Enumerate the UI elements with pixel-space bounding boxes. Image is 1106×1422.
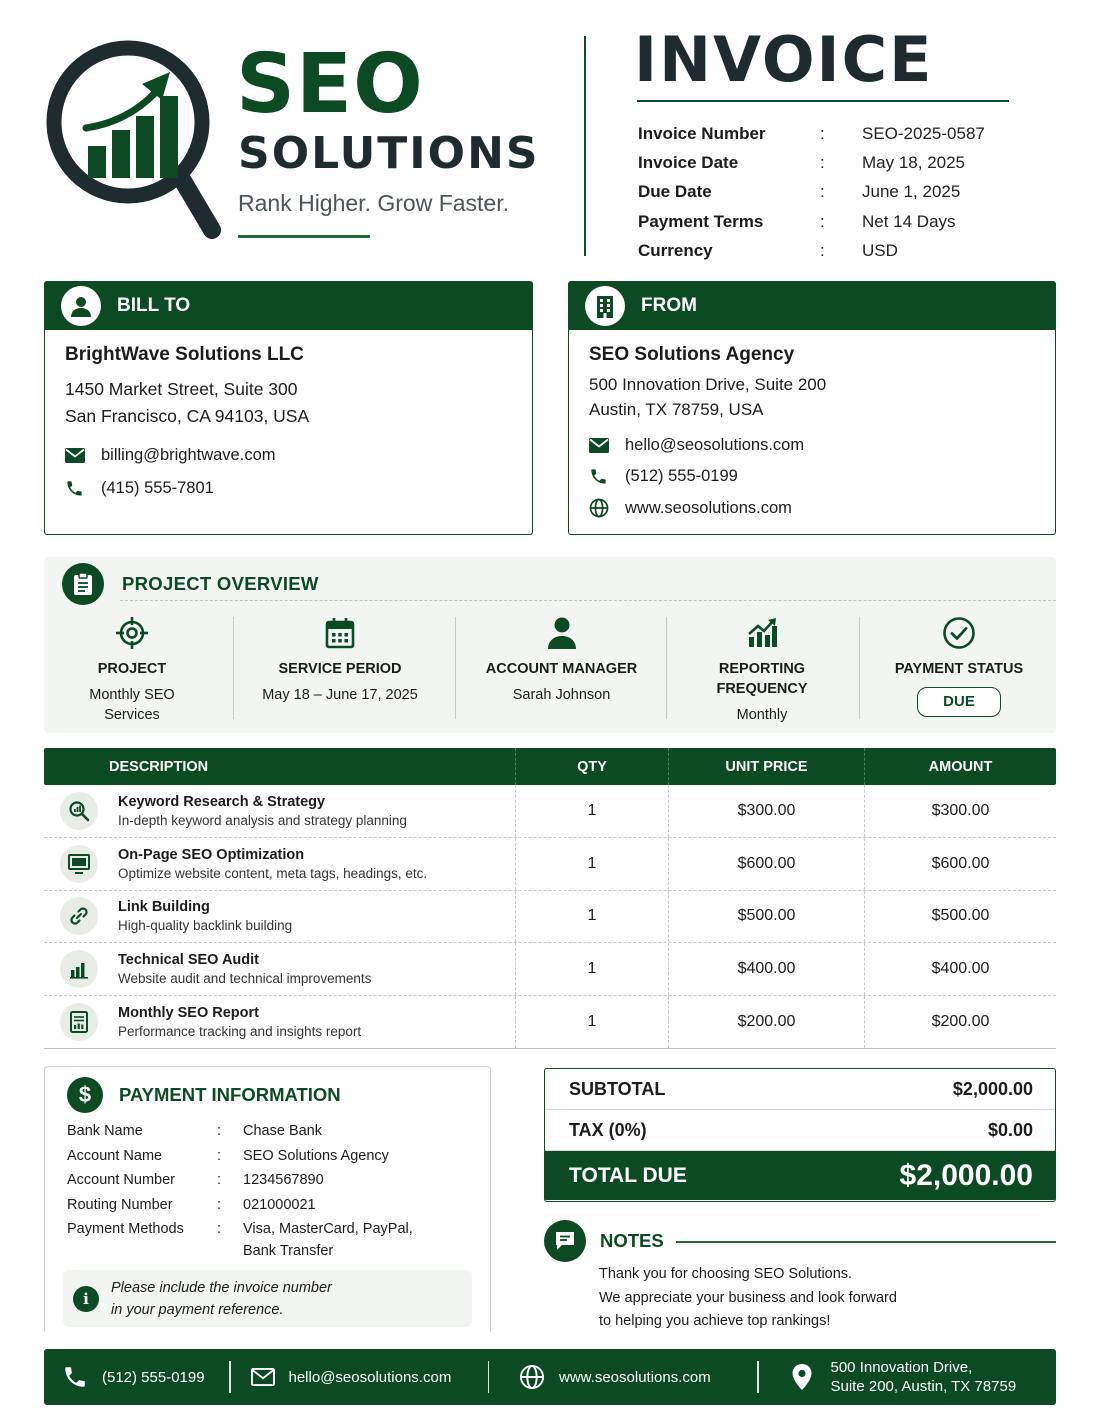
overview-label: PROJECT xyxy=(97,661,167,677)
overview-divider xyxy=(455,617,456,719)
meta-sep: : xyxy=(820,182,825,202)
subtotal-value: $2,000.00 xyxy=(952,1078,1033,1099)
from-email[interactable]: hello@seosolutions.com xyxy=(625,436,805,454)
footer-divider xyxy=(229,1361,231,1393)
notes-heading: NOTES xyxy=(600,1230,664,1251)
col-header-unit-price: UNIT PRICE xyxy=(669,748,865,785)
mail-icon xyxy=(65,448,101,463)
payment-row-account-number xyxy=(67,1168,477,1193)
from-website[interactable]: www.seosolutions.com xyxy=(625,498,792,517)
meta-sep: : xyxy=(820,153,825,173)
overview-payment-status xyxy=(874,615,1044,717)
table-row xyxy=(44,838,1056,891)
bill-to-header xyxy=(45,282,532,330)
payment-note-line: Please include the invoice number xyxy=(111,1279,332,1296)
payment-value: 021000021 xyxy=(243,1196,316,1213)
building-icon xyxy=(585,286,625,326)
meta-label: Payment Terms xyxy=(638,211,764,231)
footer-divider xyxy=(757,1361,759,1393)
meta-label: Invoice Date xyxy=(638,153,739,173)
overview-divider xyxy=(859,617,860,719)
brand-name-secondary: SOLUTIONS xyxy=(238,128,540,179)
from-email-row xyxy=(589,436,1035,455)
payment-sep: : xyxy=(217,1196,222,1213)
overview-project xyxy=(62,615,202,725)
bill-to-address-line: 1450 Market Street, Suite 300 xyxy=(65,379,298,399)
from-phone-row xyxy=(589,467,1035,486)
meta-label: Invoice Number xyxy=(638,123,766,143)
tax-row xyxy=(545,1110,1055,1151)
tax-label: TAX (0%) xyxy=(569,1119,647,1140)
overview-account-manager xyxy=(464,615,659,705)
overview-label-line: FREQUENCY xyxy=(716,681,808,697)
monitor-icon xyxy=(60,845,98,883)
magnifier-icon xyxy=(60,792,98,830)
payment-label: Account Number xyxy=(67,1172,175,1188)
payment-sep: : xyxy=(217,1172,222,1188)
notes-header xyxy=(544,1220,664,1262)
report-icon xyxy=(60,1003,98,1041)
bill-to-phone-row xyxy=(65,479,512,498)
bill-to-heading: BILL TO xyxy=(117,295,191,316)
meta-currency xyxy=(638,237,1058,266)
overview-value-line: Services xyxy=(104,707,160,723)
payment-label: Account Name xyxy=(67,1147,163,1164)
row-unit-price: $600.00 xyxy=(669,838,865,890)
overview-value: May 18 – June 17, 2025 xyxy=(262,687,418,703)
meta-label: Due Date xyxy=(638,182,712,202)
invoice-title-rule xyxy=(637,100,1009,102)
payment-label: Bank Name xyxy=(67,1123,143,1139)
row-amount: $600.00 xyxy=(931,854,990,872)
overview-value xyxy=(62,685,202,725)
payment-sep: : xyxy=(217,1221,222,1237)
meta-value: May 18, 2025 xyxy=(862,153,966,173)
row-qty: 1 xyxy=(516,838,669,890)
meta-sep: : xyxy=(820,123,825,143)
globe-icon xyxy=(589,498,625,518)
line-items-table xyxy=(44,748,1056,1049)
row-subtitle: High-quality backlink building xyxy=(118,918,293,934)
row-unit-price: $400.00 xyxy=(669,943,865,995)
from-address-line: Austin, TX 78759, USA xyxy=(589,400,764,419)
row-unit-price: $200.00 xyxy=(669,996,865,1048)
growth-chart-icon xyxy=(674,615,850,651)
payment-note xyxy=(63,1270,472,1327)
row-title: Monthly SEO Report xyxy=(118,1005,259,1022)
overview-value-line: Monthly SEO xyxy=(89,687,175,703)
meta-value: SEO-2025-0587 xyxy=(862,123,985,143)
status-badge: DUE xyxy=(917,687,1001,717)
phone-icon xyxy=(65,479,101,498)
info-icon: i xyxy=(73,1286,99,1312)
meta-due-date xyxy=(638,178,1058,207)
meta-value: June 1, 2025 xyxy=(862,182,961,202)
logo-magnifier-icon xyxy=(46,36,226,241)
overview-service-period xyxy=(240,615,440,705)
row-unit-price: $500.00 xyxy=(669,891,865,943)
overview-heading: PROJECT OVERVIEW xyxy=(122,573,319,594)
bill-to-card xyxy=(44,281,533,535)
payment-row-account-name xyxy=(67,1144,477,1169)
overview-label xyxy=(674,659,850,699)
overview-label: PAYMENT STATUS xyxy=(894,661,1024,677)
payment-row-bank-name xyxy=(67,1119,477,1144)
row-qty: 1 xyxy=(516,785,669,837)
payment-value-line: Visa, MasterCard, PayPal, xyxy=(243,1221,413,1237)
payment-label: Routing Number xyxy=(67,1196,173,1213)
meta-sep: : xyxy=(820,211,825,231)
meta-value: USD xyxy=(862,241,898,261)
meta-sep: : xyxy=(820,241,825,261)
globe-icon xyxy=(519,1364,545,1390)
footer-phone-text: (512) 555-0199 xyxy=(102,1368,205,1386)
footer-email-text: hello@seosolutions.com xyxy=(288,1368,452,1386)
table-row xyxy=(44,996,1056,1049)
location-pin-icon xyxy=(791,1363,813,1391)
bar-chart-icon xyxy=(60,950,98,988)
row-qty: 1 xyxy=(516,996,669,1048)
from-address-line: 500 Innovation Drive, Suite 200 xyxy=(589,375,827,394)
meta-value: Net 14 Days xyxy=(862,211,956,231)
footer-divider xyxy=(488,1361,490,1393)
bill-to-email[interactable]: billing@brightwave.com xyxy=(101,446,276,464)
overview-reporting-frequency xyxy=(674,615,850,725)
chat-note-icon xyxy=(544,1220,586,1262)
row-amount: $300.00 xyxy=(931,801,990,819)
subtotal-row xyxy=(545,1069,1055,1110)
meta-payment-terms xyxy=(638,207,1058,236)
payment-label: Payment Methods xyxy=(67,1221,184,1237)
notes-line: We appreciate your business and look forward xyxy=(599,1289,897,1306)
payment-row-routing-number xyxy=(67,1193,477,1218)
brand-name-primary: SEO xyxy=(236,37,424,132)
overview-divider xyxy=(233,617,234,719)
payment-sep: : xyxy=(217,1123,222,1139)
payment-row-methods xyxy=(67,1217,477,1262)
header-divider xyxy=(584,36,586,256)
target-icon xyxy=(62,615,202,651)
meta-label: Currency xyxy=(638,241,713,261)
bill-to-email-row xyxy=(65,446,512,465)
brand-underline xyxy=(238,235,370,238)
totals-box xyxy=(544,1068,1056,1202)
overview-label: SERVICE PERIOD xyxy=(278,661,402,677)
row-amount: $400.00 xyxy=(931,960,990,978)
payment-value: Chase Bank xyxy=(243,1123,322,1139)
link-icon xyxy=(60,897,98,935)
table-header xyxy=(44,748,1056,785)
payment-value xyxy=(243,1217,473,1262)
row-subtitle: Performance tracking and insights report xyxy=(118,1024,362,1040)
payment-sep: : xyxy=(217,1147,222,1164)
row-qty: 1 xyxy=(516,891,669,943)
row-title: Link Building xyxy=(118,899,210,916)
notes-line: Thank you for choosing SEO Solutions. xyxy=(599,1266,853,1282)
overview-divider xyxy=(666,617,667,719)
phone-icon xyxy=(62,1364,88,1390)
payment-value: SEO Solutions Agency xyxy=(243,1147,389,1164)
meta-invoice-number xyxy=(638,119,1058,148)
payment-value-line: Bank Transfer xyxy=(243,1243,334,1259)
footer-website-text: www.seosolutions.com xyxy=(559,1368,711,1386)
from-heading: FROM xyxy=(641,295,697,316)
overview-value: Sarah Johnson xyxy=(512,687,611,703)
phone-icon xyxy=(589,467,625,486)
payment-heading: PAYMENT INFORMATION xyxy=(119,1084,341,1105)
user-icon xyxy=(61,286,101,326)
mail-icon xyxy=(589,438,625,453)
bill-to-phone[interactable]: (415) 555-7801 xyxy=(101,479,214,497)
footer-address-line: 500 Innovation Drive, xyxy=(830,1359,973,1376)
bill-to-name: BrightWave Solutions LLC xyxy=(65,344,304,365)
footer-bar xyxy=(44,1349,1056,1405)
notes-line: to helping you achieve top rankings! xyxy=(599,1313,831,1329)
footer-address-line: Suite 200, Austin, TX 78759 xyxy=(830,1378,1017,1395)
footer-email[interactable] xyxy=(231,1349,488,1405)
dollar-icon: $ xyxy=(67,1077,103,1113)
row-subtitle: Optimize website content, meta tags, headings, etc. xyxy=(118,865,428,881)
footer-phone[interactable] xyxy=(44,1349,229,1405)
row-title: Technical SEO Audit xyxy=(118,952,259,969)
overview-value: Monthly xyxy=(736,707,788,723)
row-subtitle: In-depth keyword analysis and strategy planning xyxy=(118,812,407,828)
overview-label: ACCOUNT MANAGER xyxy=(485,661,638,677)
person-icon xyxy=(464,615,659,651)
from-phone[interactable]: (512) 555-0199 xyxy=(625,467,738,485)
payment-note-line: in your payment reference. xyxy=(111,1301,284,1318)
total-due-label: TOTAL DUE xyxy=(569,1163,687,1187)
payment-value: 1234567890 xyxy=(243,1172,324,1188)
row-amount: $500.00 xyxy=(931,907,990,925)
from-card xyxy=(568,281,1056,535)
invoice-meta xyxy=(638,119,1058,266)
calendar-icon xyxy=(240,615,440,651)
bill-to-address-line: San Francisco, CA 94103, USA xyxy=(65,406,310,426)
footer-address xyxy=(759,1349,1017,1405)
col-header-description: DESCRIPTION xyxy=(44,748,516,785)
table-row xyxy=(44,785,1056,838)
footer-website[interactable] xyxy=(489,1349,757,1405)
row-qty: 1 xyxy=(516,943,669,995)
total-due-value: $2,000.00 xyxy=(899,1158,1033,1192)
project-overview xyxy=(44,557,1056,733)
meta-invoice-date xyxy=(638,148,1058,177)
overview-rule xyxy=(120,600,1056,601)
overview-label-line: REPORTING xyxy=(718,661,806,677)
row-subtitle: Website audit and technical improvements xyxy=(118,971,372,987)
from-website-row xyxy=(589,498,1035,518)
subtotal-label: SUBTOTAL xyxy=(569,1078,666,1099)
from-name: SEO Solutions Agency xyxy=(589,344,795,365)
mail-icon xyxy=(251,1368,275,1386)
invoice-title: INVOICE xyxy=(634,23,934,96)
row-unit-price: $300.00 xyxy=(669,785,865,837)
row-title: On-Page SEO Optimization xyxy=(118,846,305,863)
table-row xyxy=(44,943,1056,996)
total-due-row xyxy=(545,1151,1055,1200)
notes-rule xyxy=(676,1241,1056,1243)
payment-information xyxy=(44,1066,491,1332)
brand-tagline: Rank Higher. Grow Faster. xyxy=(238,190,509,216)
notes-text xyxy=(599,1263,1029,1334)
from-header xyxy=(569,282,1055,330)
row-title: Keyword Research & Strategy xyxy=(118,793,326,810)
col-header-qty: QTY xyxy=(516,748,669,785)
col-header-amount: AMOUNT xyxy=(928,758,993,775)
check-circle-icon xyxy=(874,615,1044,651)
row-amount: $200.00 xyxy=(931,1013,990,1031)
tax-value: $0.00 xyxy=(987,1119,1033,1140)
clipboard-icon xyxy=(62,563,104,605)
table-row xyxy=(44,891,1056,944)
